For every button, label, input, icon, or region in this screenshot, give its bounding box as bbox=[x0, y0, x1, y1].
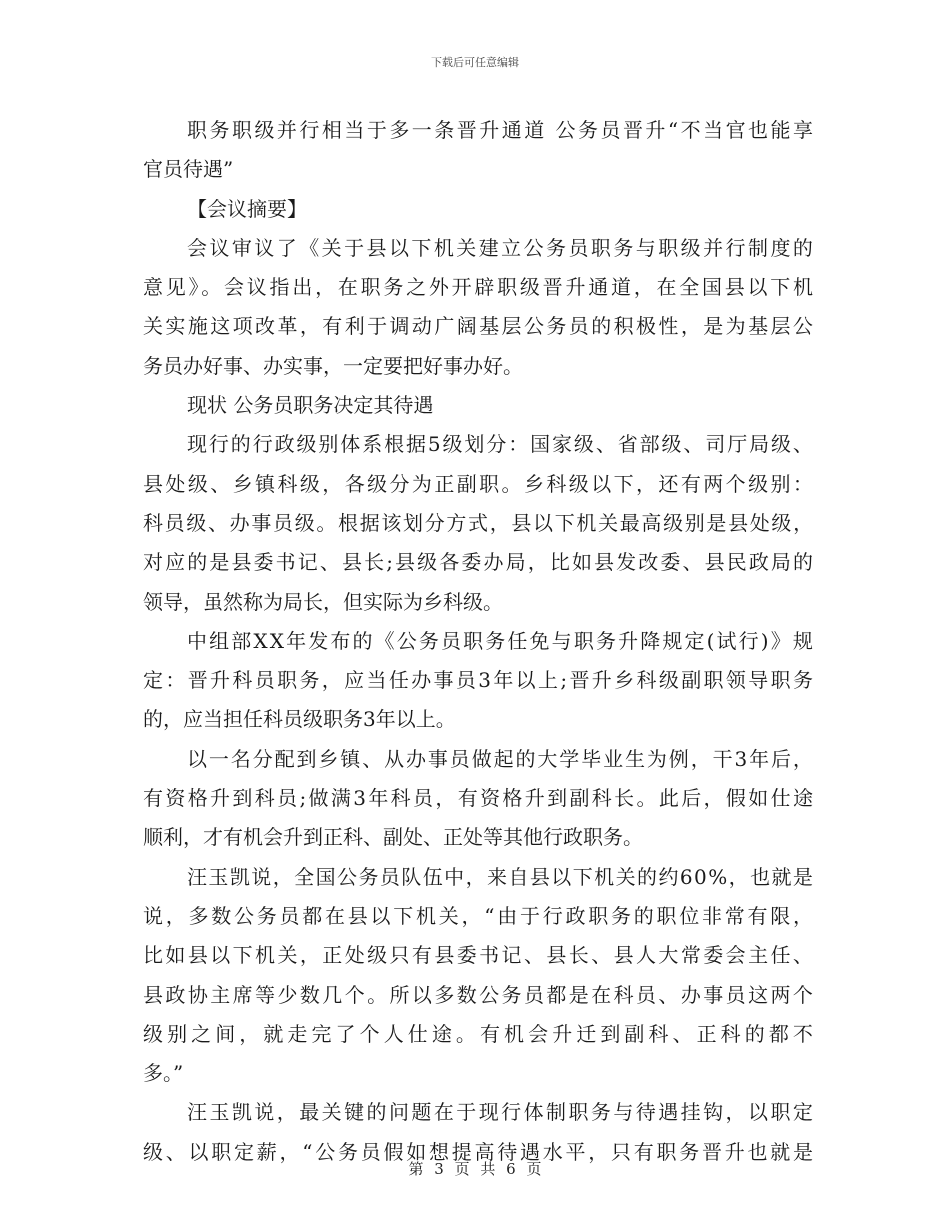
text-line-content: 会议审议了《关于县以下机关建立公务员职务与职级并行制度的 bbox=[187, 235, 816, 260]
text-line-content: 领导，虽然称为局长，但实际为乡科级。 bbox=[143, 589, 503, 614]
text-line bbox=[143, 936, 816, 975]
text-line-content: 说，多数公务员都在县以下机关，“由于行政职务的职位非常有限， bbox=[143, 903, 816, 928]
text-line bbox=[143, 465, 816, 504]
text-line-content: 以一名分配到乡镇、从办事员做起的大学毕业生为例，干3年后， bbox=[187, 746, 815, 771]
text-line-content: 中组部XX年发布的《公务员职务任免与职务升降规定(试行)》规 bbox=[187, 628, 815, 653]
text-line bbox=[143, 111, 816, 150]
text-line-content: 对应的是县委书记、县长;县级各委办局，比如县发改委、县民政局的 bbox=[143, 550, 816, 575]
text-line-content: 的，应当担任科员级职务3年以上。 bbox=[143, 707, 456, 732]
text-line bbox=[143, 190, 813, 229]
text-line-content: 顺利，才有机会升到正科、副处、正处等其他行政职务。 bbox=[143, 825, 643, 850]
text-line-content: 【会议摘要】 bbox=[187, 196, 307, 221]
text-line-content: 有资格升到科员;做满3年科员，有资格升到副科长。此后，假如仕途 bbox=[143, 786, 816, 811]
text-line bbox=[143, 307, 816, 346]
text-line bbox=[143, 1093, 816, 1132]
text-line-content: 务员办好事、办实事，一定要把好事办好。 bbox=[143, 353, 523, 378]
text-line-content: 科员级、办事员级。根据该划分方式，县以下机关最高级别是县处级， bbox=[143, 510, 815, 535]
text-line bbox=[143, 622, 813, 661]
text-line-content: 定：晋升科员职务，应当任办事员3年以上;晋升乡科级副职领导职务 bbox=[143, 668, 816, 693]
text-line-content: 官员待遇” bbox=[143, 157, 234, 182]
text-line bbox=[143, 150, 813, 189]
text-line bbox=[143, 386, 813, 425]
text-line-content: 职务职级并行相当于多一条晋升通道 公务员晋升“不当官也能享 bbox=[187, 118, 816, 142]
text-line bbox=[143, 897, 816, 936]
text-line bbox=[143, 858, 813, 897]
text-line-content: 县处级、乡镇科级，各级分为正副职。乡科级以下，还有两个级别： bbox=[143, 471, 816, 496]
text-line bbox=[143, 347, 813, 386]
text-line bbox=[143, 976, 816, 1015]
text-line bbox=[143, 1054, 813, 1093]
text-line bbox=[143, 504, 813, 543]
text-line-content: 级、以职定薪，“公务员假如想提高待遇水平，只有职务晋升也就是 bbox=[143, 1139, 816, 1164]
text-line-content: 现状 公务员职务决定其待遇 bbox=[187, 393, 434, 418]
text-line-content: 汪玉凯说，全国公务员队伍中，来自县以下机关的约60%，也就是 bbox=[187, 864, 815, 889]
text-line bbox=[143, 818, 813, 857]
text-line-content: 现行的行政级别体系根据5级划分：国家级、省部级、司厅局级、 bbox=[187, 432, 815, 457]
text-line bbox=[143, 425, 813, 464]
document-body bbox=[143, 111, 817, 1172]
text-line bbox=[143, 268, 816, 307]
text-line-content: 比如县以下机关，正处级只有县委书记、县长、县人大常委会主任、 bbox=[143, 943, 816, 968]
text-line bbox=[143, 700, 813, 739]
text-line-content: 汪玉凯说，最关键的问题在于现行体制职务与待遇挂钩，以职定 bbox=[187, 1100, 816, 1125]
text-line bbox=[143, 740, 813, 779]
page-header-note: 下载后可任意编辑 bbox=[431, 56, 519, 69]
text-line-content: 意见》。会议指出，在职务之外开辟职级晋升通道，在全国县以下机 bbox=[143, 275, 816, 300]
text-line bbox=[143, 583, 813, 622]
text-line bbox=[143, 543, 816, 582]
text-line-content: 县政协主席等少数几个。所以多数公务员都是在科员、办事员这两个 bbox=[143, 982, 816, 1007]
text-line-content: 多。” bbox=[143, 1061, 184, 1086]
page-footer: 第 3 页 共 6 页 bbox=[408, 1160, 542, 1178]
text-line-content: 级别之间，就走完了个人仕途。有机会升迁到副科、正科的都不 bbox=[143, 1021, 817, 1046]
text-line-content: 关实施这项改革，有利于调动广阔基层公务员的积极性，是为基层公 bbox=[143, 314, 816, 339]
text-line bbox=[143, 1015, 817, 1054]
text-line bbox=[143, 779, 816, 818]
text-line bbox=[143, 661, 816, 700]
text-line bbox=[143, 229, 816, 268]
